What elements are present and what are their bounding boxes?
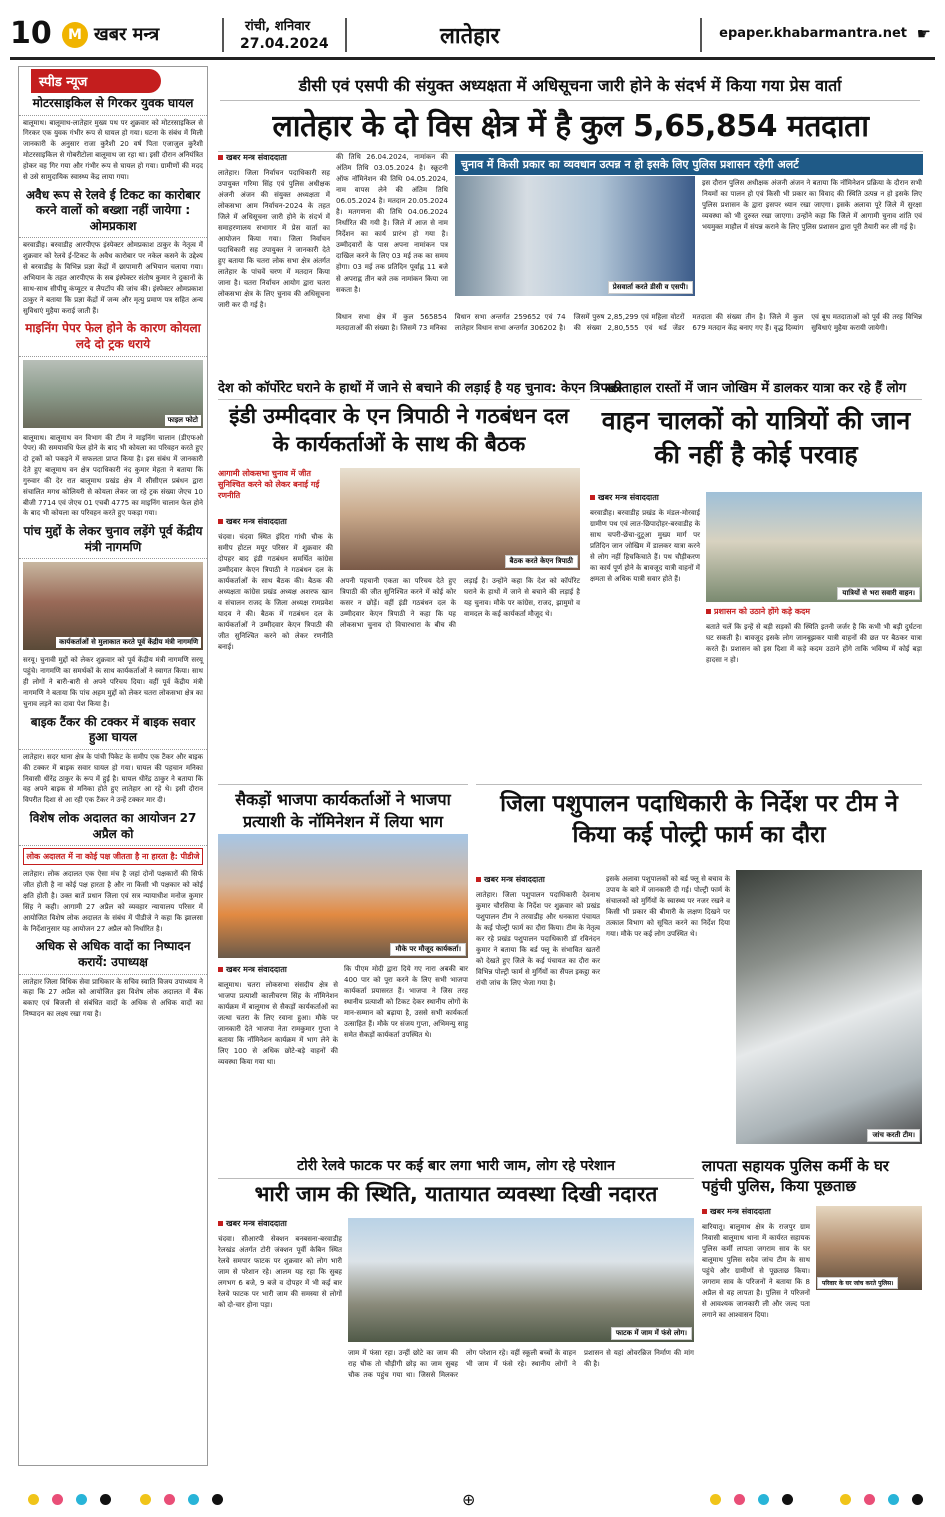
lead-headline: लातेहार के दो विस क्षेत्र में है कुल 5,65,854 मतदाता [218,104,923,152]
registration-dot [888,1494,899,1505]
byline: खबर मन्त्र संवाददाता [218,516,333,529]
jam-col-1 [218,1218,342,1480]
byline: खबर मन्त्र संवाददाता [218,152,330,165]
registration-dot [100,1494,111,1505]
byline: खबर मन्त्र संवाददाता [476,874,600,887]
brief-text: लातेहार। सदर थाना क्षेत्र के पांची पिकेट के समीप एक टैंकर और बाइक की टक्कर में बाइक सवार घायल हो गया। घायल की पहचान मनिका निवासी धीरेंद्र ठाकुर के रूप में हुई है। घायल धीरेंद्र ठाकुर ने बताया कि वह अपने बाइक से मनिका होते हुए लातेहार आ रहे थे। इसी दौरान विपरीत दिशा से आ रही एक टैंकर ने उन्हें टक्कर मार दी। [23,752,203,805]
jam-headline: भारी जाम की स्थिति, यातायात व्यवस्था दिखी नदारत [254,1182,658,1206]
registration-dot [864,1494,875,1505]
registration-dot [28,1494,39,1505]
road-col-1 [590,492,700,776]
jam-text: चंदवा। सीआरपी सेक्शन बनबसना-बरवाडीह रेलखंड अंतर्गत टोरी जंक्शन पूर्वी केबिन स्थित रेलवे समपार फाटक पर शुक्रवार को लोग भारी जाम से परेशान रहे। आलम यह रहा कि सुबह लगभग 6 बजे, 9 बजे व दोपहर में भी कई बार रेलवे फाटक पर भारी जाम की समस्या से लोगों को दो-चार होना पड़ा। [218,1234,342,1309]
brand-name: खबर मन्त्र [94,24,160,45]
brief-text: बरवाडीह। बरवाडीह आरपीएफ इंस्पेक्टर ओमप्रकाश ठाकुर के नेतृत्व में शुक्रवार को रेलवे ई-टिकट के अवैध कारोबार पर नकेल कसने के उद्देश्य से बरवाडीह के विभिन्न प्रज्ञा केंद्रों में छापामारी अभियान चलाया गया। अभियान के तहत आरपीएफ के सब इंस्पेक्टर संतोष कुमार ने दुकानों के साथ-साथ सीपीयू कंप्यूटर व लैपटॉप की जांच की। इंस्पेक्टर ओमप्रकाश ठाकुर ने बताया कि प्रज्ञा केंद्रों में जन्म और मृत्यु प्रमाण पत्र सहित अन्य सुविधाएं मुहैया कराई जाती हैं। [23,241,203,315]
byline: खबर मन्त्र संवाददाता [590,492,700,505]
lok-adalat-quote: लोक अदालत में ना कोई पक्ष जीतता है ना हारता है: पीडीजे [23,848,203,865]
registration-dot [912,1494,923,1505]
brief-headline: माइनिंग पेपर फेल होने के कारण कोयला लदे दो ट्रक धराये [19,318,207,356]
lead-col-4 [336,312,922,374]
registration-dot [758,1494,769,1505]
registration-dot [76,1494,87,1505]
trucks-photo [23,360,203,428]
lead-col-3 [702,178,922,296]
photo-caption: प्रेसवार्ता करते डीसी व एसपी। [608,281,693,294]
brief-headline: विशेष लोक अदालत का आयोजन 27 अप्रैल को [19,808,207,846]
photo-caption: जांच करती टीम। [867,1129,920,1142]
lead-text: की तिथि 26.04.2024, नामांकन की अंतिम तिथि 03.05.2024 है। स्क्रूटनी ऑफ नॉमिनेशन की तिथि 04.05.2024, नाम वापस लेने की अंतिम तिथि 06.05.2024 है। मतदान 20.05.2024 है। मतगणना की तिथि 04.06.2024 निर्धारित की गयी है। जिले में आज से नाम निर्देशन का कार्य प्रारंभ हो गया है। उम्मीदवारों के पास अपना नामांकन पत्र दाखिल करने के लिए 03 मई तक का समय होगा। 03 मई तक प्रतिदिन पूर्वाह्न 11 बजे से अपराह्न तीन बजे तक नामांकन किया जा सकता है। [336,153,448,294]
brief-headline: पांच मुद्दों के लेकर चुनाव लड़ेंगे पूर्व केंद्रीय मंत्री नागमणि [19,521,207,559]
bjp-col-1 [218,964,338,1150]
jam-banner: टोरी रेलवे फाटक पर कई बार लगा भारी जाम, लोग रहे परेशान [218,1156,694,1179]
meeting-photo [340,468,580,570]
brief-text: सरयू। चुनावी मुद्दों को लेकर शुक्रवार को पूर्व केंद्रीय मंत्री नागमणि सरयू पहुंचे। नागमणि का समर्थकों के साथ कार्यकर्ताओं ने स्वागत किया। साथ ही लोगों ने बारी-बारी से अपने परिचय दिया। वहीं पूर्व केंद्रीय मंत्री नागमणि ने बताया कि पांच अहम मुद्दों को लेकर चतरा लोकसभा क्षेत्र का चुनाव लड़ने का दावा पेश किया है। [23,656,203,708]
road-subhead: प्रशासन को उठाने होंगे कड़े कदम [706,606,922,619]
brief-text: बालूमाथ। बालूमाथ वन विभाग की टीम ने माइनिंग चालान (डीएफओ पेपर) की समयावधि फेल होने के बाद भी कोयला का परिवहन करते हुए दो ट्रकों को पकड़ने में सफलता प्राप्त किया है। इस संबंध में जानकारी देते हुए बालूमाथ वन क्षेत्र पदाधिकारी नंद कुमार मेहता ने बताया कि गुरुवार की देर रात बालूमाथ प्रखंड क्षेत्र में सीसीएल प्रबंधन द्वारा संचालित मगध कोलियरी से कोयला लेकर जा रहे ट्रक संख्या जेएच 10 बीजी 7714 एवं जेएच 01 एचबी 4775 का माइनिंग चालान फेल होने के बाद भी कोयला का परिवहन करते हुए पकड़ा गया। [23,433,203,518]
registration-dot [188,1494,199,1505]
passenger-vehicle-photo [706,492,922,602]
brand-logo-icon: M [62,22,88,48]
photo-caption: बैठक करते केएन त्रिपाठी [505,555,578,568]
registration-dot [782,1494,793,1505]
bjp-text: बालूमाथ। चतरा लोकसभा संसदीय क्षेत्र से भाजपा प्रत्याशी कालीचरण सिंह के नॉमिनेशन कार्यक्रम में बालूमाथ से सैकड़ों कार्यकर्ताओं का जत्था चतरा के लिए रवाना हुआ। मौके पर जानकारी देते भाजपा नेता रामकुमार गुप्ता ने बताया कि नॉमिनेशन कार्यक्रम में भाग लेने के लिए 100 से अधिक छोटे-बड़े वाहनों की व्यवस्था किया गया था। [218,980,338,1066]
registration-dot [140,1494,151,1505]
lead-col-1 [218,152,330,374]
brief-headline: अधिक से अधिक वादों का निष्पादन करायें: उपाध्यक्ष [19,936,207,974]
masthead [10,8,935,60]
jam-col-2 [348,1348,694,1480]
poultry-headline: जिला पशुपालन पदाधिकारी के निर्देश पर टीम ने किया कई पोल्ट्री फार्म का दौरा [476,784,922,851]
tripathi-banner: देश को कॉर्पोरेट घराने के हाथों में जाने से बचाने की लड़ाई है यह चुनाव: केएन त्रिपाठी [218,378,580,400]
registration-dot [212,1494,223,1505]
crosshair-icon: ⊕ [462,1490,476,1509]
photo-caption: परिवार के घर जांच करते पुलिस। [817,1277,898,1289]
road-headline: वाहन चालकों को यात्रियों की जान की नहीं है कोई परवाह [601,406,911,469]
police-visit-photo [816,1206,922,1290]
photo-caption: फाटक में जाम में फंसे लोग। [611,1327,692,1340]
press-conference-photo [455,176,695,296]
page-number: 10 [10,16,52,51]
tripathi-text: अपनी पहचानी एकता का परिचय देते हुए त्रिपाठी की जीत सुनिश्चित करने में कोई कोर कसर न छोड़ें। वहीं इंडी गठबंधन दल के उम्मीदवार केएन त्रिपाठी ने कहा कि यह लोकसभा चुनाव दो विचारधारा के बीच की लड़ाई है। उन्होंने कहा कि देश को कॉर्पोरेट घराने के हाथों में जाने से बचाने की लड़ाई है यह चुनाव। मौके पर कांग्रेस, राजद, झामुमो व वामदल के कई कार्यकर्ता मौजूद थे। [340,577,580,630]
brief-text: बालूमाथ। बालूमाथ-लातेहार मुख्य पथ पर शुक्रवार को मोटरसाइकिल से गिरकर एक युवक गंभीर रूप से घायल हो गया। घटना के संबंध में मिली जानकारी के अनुसार राजा कुरैशी 20 वर्ष पिता एजाजुल कुरैशी मोटरसाइकिल से गोबरीटोला बालूमाथ जा रहा था। इसी दौरान अनियंत्रित होकर वह गिर गया और गंभीर रूप से घायल हो गया। ग्रामीणों की मदद से उसे सामुदायिक स्वास्थ्य केंद्र लाया गया। [23,118,203,181]
bjp-rally-photo [218,834,468,958]
poultry-text: इसके अलावा पशुपालकों को बर्ड फ्लू से बचाव के उपाय के बारे में जानकारी दी गई। पोल्ट्री फार्म के संचालकों को मुर्गियों के स्वास्थ्य पर नजर रखने व किसी भी प्रकार की बीमारी के लक्षण दिखने पर तत्काल विभाग को सूचित करने का निर्देश दिया गया। मौके पर कई लोग उपस्थित थे। [606,875,730,939]
lead-text: विधान सभा क्षेत्र में कुल 565854 मतदाताओं की संख्या है। जिसमें 73 मनिका विधान सभा अन्तर्गत 259652 एवं 74 लातेहार विधान सभा अन्तर्गत 306202 है। जिसमें पुरुष 2,85,299 एवं महिला वोटरों की संख्या 2,80,555 एवं थर्ड जेंडर मतदाता की संख्या तीन है। जिले में कुल 679 मतदान केंद्र बनाए गए हैं। वृद्ध दिव्यांग एवं बूथ मतदाताओं को पूर्व की तरह विभिन्न सुविधाएं मुहैया करायी जायेगी। [336,313,922,333]
masthead-divider [345,18,347,52]
police-col-1 [702,1206,810,1480]
poultry-col-1 [476,874,600,1150]
place-day: रांची, शनिवार [245,19,311,34]
brief-headline: अवैध रूप से रेलवे ई टिकट का कारोबार करने वालों को बख्शा नहीं जायेगा : ओमप्रकाश [19,185,207,239]
registration-dot [164,1494,175,1505]
photo-caption: फाइल फोटो [165,415,201,426]
byline: खबर मन्त्र संवाददाता [218,1218,342,1231]
registration-dot [734,1494,745,1505]
tripathi-col-1 [218,516,333,776]
photo-caption: मौके पर मौजूद कार्यकर्ता। [390,943,466,956]
lead-sub-banner: चुनाव में किसी प्रकार का व्यवधान उत्पन्न न हो इसके लिए पुलिस प्रशासन रहेगी अलर्ट [455,154,923,175]
poultry-col-2 [606,874,730,1150]
road-banner: खस्ताहाल रास्तों में जान जोखिम में डालकर यात्रा कर रहे हैं लोग [590,378,922,400]
rail-crossing-photo [348,1218,694,1342]
brief-headline: बाइक टैंकर की टक्कर में बाइक सवार हुआ घायल [19,712,207,750]
bjp-headline: सैकड़ों भाजपा कार्यकर्ताओं ने भाजपा प्रत्याशी के नॉमिनेशन में लिया भाग [218,784,468,832]
pointer-hand-icon: ☛ [916,24,931,43]
masthead-divider [700,18,702,52]
bjp-col-2 [344,964,468,1150]
district-name: लातेहार [440,24,500,49]
masthead-divider [222,18,224,52]
poultry-text: लातेहार। जिला पशुपालन पदाधिकारी देवनाथ कुमार चौरसिया के निर्देश पर शुक्रवार को प्रखंड पशुपालन टीम ने तरवाडीह और धनकारा पंचायत के कई पोल्ट्री फार्म का दौरा किया। टीम के नेतृत्व कर रहे प्रखंड पशुपालन पदाधिकारी डॉ रविनंदन कुमार ने बताया कि बर्ड फ्लू के संभावित खतरों को देखते हुए जिले के कई पंचायत का दौरा कर विभिन्न पोल्ट्री फार्म से मुर्गियों का सैंपल इकट्ठा कर रांची जांच के लिए भेजा गया है। [476,890,600,987]
registration-dot [710,1494,721,1505]
byline: खबर मन्त्र संवाददाता [702,1206,810,1219]
road-text: बरवाडीह। बरवाडीह प्रखंड के मंडल-मोरवाई ग्रामीण पथ एवं लात-छिपादोहर-बरवाडीह के साथ चपरी-छेंचा-दुटूआ मुख्य मार्ग पर प्रतिदिन जान जोखिम में डालकर यात्रा करने से लोग नहीं हिचकिचाते हैं। पथ चौड़ीकरण का कार्य पूर्ण होने के बावजूद यात्री वाहनों में क्षमता से अधिक यात्री सवार होते हैं। [590,508,700,583]
registration-dot [52,1494,63,1505]
brief-text: लातेहार जिला विधिक सेवा प्राधिकार के सचिव स्वाति विजय उपाध्याय ने कहा कि 27 अप्रैल को आयोजित इस विशेष लोक अदालत में बैंक बकाए एवं बिजली से संबंधित वादों के अधिक से अधिक वादों का निष्पादन का लक्ष्य रखा गया है। [23,977,203,1019]
registration-footer [10,1490,935,1510]
speed-news-label: स्पीड न्यूज [31,69,161,93]
lead-col-2 [336,152,448,312]
police-headline: लापता सहायक पुलिस कर्मी के घर पहुंची पुलिस, किया पूछताछ [702,1157,889,1196]
brief-headline: मोटरसाइकिल से गिरकर युवक घायल [19,93,207,116]
tripathi-text: चंदवा। चंदवा स्थित इंदिरा गांधी चौक के समीप होटल मयूर परिसर में शुक्रवार की दोपहर बाद इंडी गठबंधन समर्थित कांग्रेस उम्मीदवार केएन त्रिपाठी ने गठबंधन दल के कार्यकर्ताओं के साथ बैठक की। बैठक की अध्यक्षता कांग्रेस प्रखंड अध्यक्ष अशरफ खान व संचालन राजद के जिला अध्यक्ष रामप्रवेश यादव ने की। बैठक में गठबंधन दल के कार्यकर्ताओं ने उम्मीदवार केएन त्रिपाठी की जीत सुनिश्चित करने को लेकर रणनीति बनाई। [218,532,333,652]
lead-text: इस दौरान पुलिस अधीक्षक अंजनी अंजन ने बताया कि नॉमिनेशन प्रक्रिया के दौरान सभी नियमों का पालन हो एवं किसी भी प्रकार का विवाद की स्थिति उत्पन्न न हो इसके लिए पुलिस प्रशासन के द्वारा इसपर ध्यान रखा जाएगा। इसके अलावा पूरे जिले में सुरक्षा व्यवस्था को भी दुरुस्त रखा जाएगा। उन्होंने कहा कि जिले में आगामी चुनाव शांति एवं भयमुक्त माहौल में संपन्न कराने के लिए पुलिस प्रशासन द्वारा पूरी तैयारी कर ली गई है। [702,179,922,232]
epaper-link[interactable]: epaper.khabarmantra.net [719,26,907,41]
road-col-2 [706,606,922,776]
registration-dot [840,1494,851,1505]
poultry-inspection-photo [736,870,922,1144]
photo-caption: यात्रियों से भरा सवारी वाहन। [837,587,920,600]
left-column [18,66,208,1466]
issue-date: 27.04.2024 [240,36,329,52]
tripathi-col-2 [340,576,580,776]
nagmani-photo [23,562,203,650]
road-text: बताते चलें कि इन्हें से बड़ी सड़कों की स्थिति इतनी जर्जर है कि कभी भी बड़ी दुर्घटना घट सकती है। बावजूद इसके लोग जानबूझकर यात्री वाहनों की छत पर बैठकर यात्रा करते हैं। प्रशासन को इस दिशा में कड़े कदम उठाने होंगे ताकि भविष्य में कोई बड़ा हादसा न हो। [706,622,922,664]
tripathi-headline: इंडी उम्मीदवार के एन त्रिपाठी ने गठबंधन दल के कार्यकर्ताओं के साथ की बैठक [229,404,569,457]
lead-banner: डीसी एवं एसपी की संयुक्त अध्यक्षता में अधिसूचना जारी होने के संदर्भ में किया गया प्रेस वार्ता [220,74,920,101]
photo-caption: कार्यकर्ताओं से मुलाकात करते पूर्व केंद्रीय मंत्री नागमणि [56,637,201,648]
police-text: बारियातू। बालुमाथ क्षेत्र के राजपुर ग्राम निवासी बालूमाथ थाना में कार्यरत सहायक पुलिस कर्मी लापता जगराम साव के घर बालूमाथ पुलिस सदैव जांच टीम के साथ पहुंचे और ग्रामीणों से पूछताछ किया। जगराम साव के परिजनों ने बताया कि 8 अप्रैल से वह लापता है। पुलिस ने परिजनों से आवश्यक जानकारी ली और जल्द पता लगाने का आश्वासन दिया। [702,1222,810,1319]
brief-text: लातेहार। लोक अदालत एक ऐसा मंच है जहां दोनों पक्षकारों की सिर्फ जीत होती है ना कोई पक्ष हारता है और ना किसी भी पक्षकार को कोई क्षति होती है। उक्त बातें प्रधान जिला एवं सत्र न्यायाधीश मनोज कुमार सिंह ने कही। आगामी 27 अप्रैल को व्यवहार न्यायालय परिसर में आयोजित विशेष लोक अदालत के संबंध में पीडीजे ने कहा कि झालसा के निर्देशानुसार यह आयोजन 27 अप्रैल को निर्धारित है। [23,870,203,933]
jam-text: जाम में फंसा रहा। उन्हीं छोटे का जाम की राह चौक तो चौड़ीगी छोड़ का जाम सुबह चौक तक पहुंच गया था। जिससे मिलकर लोग परेशान रहे। वहीं स्कूली बच्चों के वाहन भी जाम में फंसे रहे। स्थानीय लोगों ने प्रशासन से यहां ओवरब्रिज निर्माण की मांग की है। [348,1349,694,1380]
tripathi-pill: आगामी लोकसभा चुनाव में जीत सुनिश्चित करने को लेकर बनाई गई रणनीति [218,469,320,500]
bjp-text: कि पीएम मोदी द्वारा दिये गए नारा अबकी बार 400 पार को पूरा करने के लिए सभी भाजपा कार्यकर्ता प्रयासरत हैं। भाजपा ने जिस तरह स्थानीय प्रत्याशी को टिकट देकर स्थानीय लोगों के मान-सम्मान को बढ़ाया है, उससे सभी कार्यकर्ता उत्साहित हैं। मौके पर संजय गुप्ता, अभिमन्यु साहु समेत सैकड़ों कार्यकर्ता उपस्थित थे। [344,965,468,1040]
byline: खबर मन्त्र संवाददाता [218,964,338,977]
lead-text: लातेहार। जिला निर्वाचन पदाधिकारी सह उपायुक्त गरिमा सिंह एवं पुलिस अधीक्षक अंजनी अंजन की संयुक्त अध्यक्षता में लोकसभा आम निर्वाचन-2024 के तहत जिले में अधिसूचना जारी होने के संदर्भ में समाहरणालय सभागार में प्रेस वार्ता का आयोजन किया गया। जिला निर्वाचन पदाधिकारी सह उपायुक्त ने जानकारी देते हुए बताया कि चतरा लोक सभा क्षेत्र अंतर्गत लातेहार के पांचवें चरण में मतदान किया जाना है। चतरा निर्वाचन आयोग द्वारा चतरा लोकसभा क्षेत्र के लिए चुनाव की अधिसूचना जारी कर दी गई है। [218,168,330,310]
